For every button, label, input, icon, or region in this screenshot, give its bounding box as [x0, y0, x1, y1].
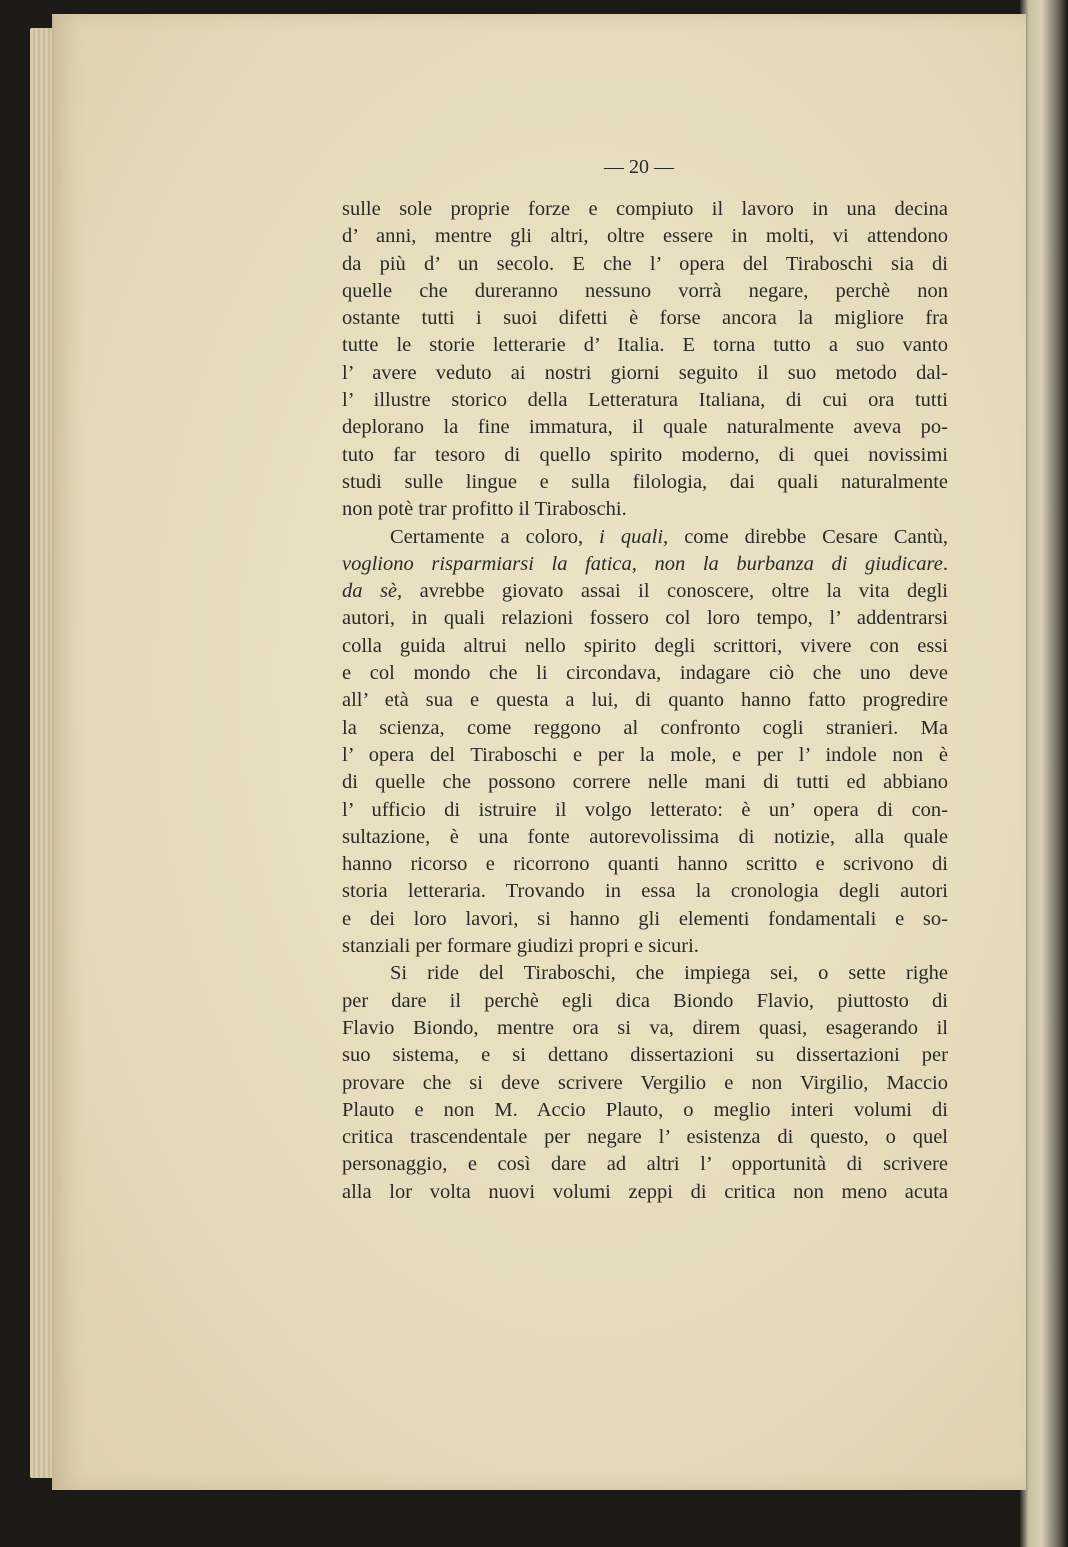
- text-segment: avrebbe giovato assai il conoscere, oltre la vita degli: [402, 580, 948, 603]
- italic-text: da sè,: [342, 580, 403, 603]
- text-line: [342, 633, 948, 660]
- text-line: [342, 223, 948, 250]
- text-line: [342, 960, 948, 987]
- text-segment: ostante tutti i suoi difetti è forse ancora la migliore fra: [342, 307, 948, 330]
- text-line: [342, 687, 948, 714]
- text-segment: l’ illustre storico della Letteratura Italiana, di cui ora tutti: [342, 389, 948, 412]
- text-line: [342, 332, 948, 359]
- text-segment: provare che si deve scrivere Vergilio e non Virgilio, Maccio: [342, 1071, 948, 1094]
- text-segment: Si ride del Tiraboschi, che impiega sei, o sette righe: [390, 962, 948, 985]
- text-line: [342, 469, 948, 496]
- text-segment: personaggio, e così dare ad altri l’ opportunità di scrivere: [342, 1153, 948, 1176]
- text-line: [342, 906, 948, 933]
- text-segment: tutte le storie letterarie d’ Italia. E torna tutto a suo vanto: [342, 334, 948, 357]
- text-segment: alla lor volta nuovi volumi zeppi di critica non meno acuta: [342, 1180, 948, 1203]
- text-segment: l’ opera del Tiraboschi e per la mole, e per l’ indole non è: [342, 743, 948, 766]
- text-segment: Flavio Biondo, mentre ora si va, direm quasi, esagerando il: [342, 1016, 948, 1039]
- text-segment: e col mondo che li circondava, indagare ciò che uno deve: [342, 662, 948, 685]
- text-segment: quelle che dureranno nessuno vorrà negare, perchè non: [342, 279, 948, 302]
- italic-text: vogliono risparmiarsi la fatica, non la burbanza di giudicare: [342, 552, 943, 575]
- text-line: [342, 715, 948, 742]
- text-segment: colla guida altrui nello spirito degli scrittori, vivere con essi: [342, 634, 948, 657]
- text-segment: da più d’ un secolo. E che l’ opera del Tiraboschi sia di: [342, 252, 948, 275]
- text-line: [342, 387, 948, 414]
- text-line: [342, 360, 948, 387]
- text-line: [342, 933, 948, 960]
- text-line: [342, 196, 948, 223]
- text-line: [342, 278, 948, 305]
- text-segment: deplorano la fine immatura, il quale naturalmente aveva po-: [342, 416, 948, 439]
- text-segment: .: [942, 552, 948, 575]
- text-segment: di quelle che possono correre nelle mani di tutti ed abbiano: [342, 771, 948, 794]
- page-number: — 20 —: [604, 156, 674, 178]
- text-segment: Certamente a coloro,: [390, 525, 600, 548]
- book-binding: [1020, 0, 1068, 1547]
- text-line: [342, 769, 948, 796]
- text-segment: l’ avere veduto ai nostri giorni seguito il suo metodo dal-: [342, 361, 948, 384]
- text-segment: stanziali per formare giudizi propri e sicuri.: [342, 935, 699, 958]
- text-line: [342, 1151, 948, 1178]
- text-line: [342, 1070, 948, 1097]
- text-segment: la scienza, come reggono al confronto cogli stranieri. Ma: [342, 716, 948, 739]
- text-line: [342, 305, 948, 332]
- text-line: [342, 524, 948, 551]
- text-segment: storia letteraria. Trovando in essa la cronologia degli autori: [342, 880, 948, 903]
- text-segment: sultazione, è una fonte autorevolissima di notizie, alla quale: [342, 825, 948, 848]
- body-text: [342, 196, 948, 1206]
- text-line: [342, 878, 948, 905]
- text-segment: per dare il perchè egli dica Biondo Flavio, piuttosto di: [342, 989, 948, 1012]
- text-segment: all’ età sua e questa a lui, di quanto hanno fatto progredire: [342, 689, 948, 712]
- text-segment: Plauto e non M. Accio Plauto, o meglio interi volumi di: [342, 1098, 948, 1121]
- text-line: [342, 851, 948, 878]
- text-segment: come direbbe Cesare Cantù,: [668, 525, 949, 548]
- text-segment: studi sulle lingue e sulla filologia, dai quali naturalmente: [342, 470, 948, 493]
- text-line: [342, 824, 948, 851]
- text-segment: non potè trar profitto il Tiraboschi.: [342, 498, 627, 521]
- text-line: [342, 742, 948, 769]
- text-segment: hanno ricorso e ricorrono quanti hanno scritto e scrivono di: [342, 853, 948, 876]
- italic-text: i quali,: [599, 525, 669, 548]
- text-segment: suo sistema, e si dettano dissertazioni su dissertazioni per: [342, 1044, 948, 1067]
- text-line: [342, 1124, 948, 1151]
- text-segment: critica trascendentale per negare l’ esistenza di questo, o quel: [342, 1126, 948, 1149]
- text-line: [342, 605, 948, 632]
- text-line: [342, 988, 948, 1015]
- text-segment: tuto far tesoro di quello spirito moderno, di quei novissimi: [342, 443, 948, 466]
- text-line: [342, 551, 948, 578]
- text-segment: sulle sole proprie forze e compiuto il lavoro in una decina: [342, 198, 948, 220]
- text-line: [342, 578, 948, 605]
- text-line: [342, 797, 948, 824]
- text-line: [342, 496, 948, 523]
- text-segment: autori, in quali relazioni fossero col loro tempo, l’ addentrarsi: [342, 607, 948, 630]
- text-segment: l’ ufficio di istruire il volgo letterato: è un’ opera di con-: [342, 798, 948, 821]
- text-line: [342, 1015, 948, 1042]
- text-line: [342, 251, 948, 278]
- text-line: [342, 414, 948, 441]
- text-line: [342, 442, 948, 469]
- text-line: [342, 1097, 948, 1124]
- text-line: [342, 1179, 948, 1206]
- text-line: [342, 1042, 948, 1069]
- text-segment: d’ anni, mentre gli altri, oltre essere in molti, vi attendono: [342, 225, 948, 248]
- text-segment: e dei loro lavori, si hanno gli elementi fondamentali e so-: [342, 907, 948, 930]
- text-line: [342, 660, 948, 687]
